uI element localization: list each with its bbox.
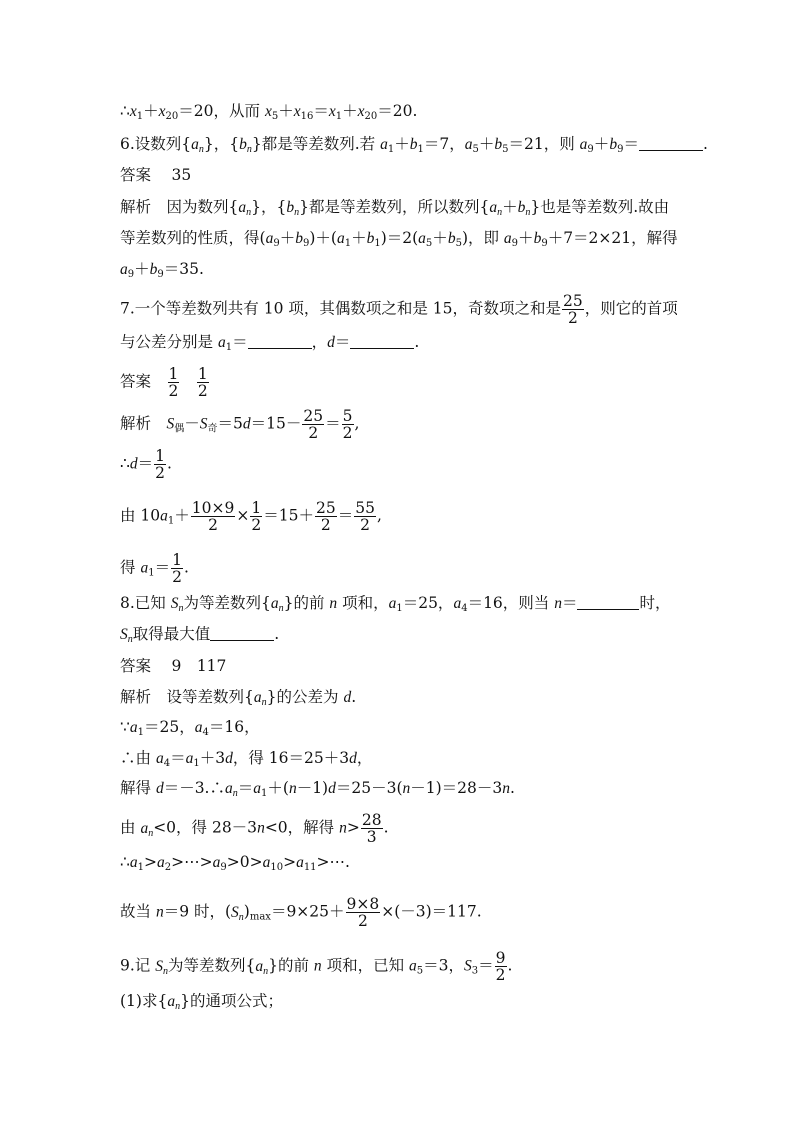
answer-value: 9 117 (171, 657, 227, 675)
solution-8-line-2: $\because a_1=25$，$a_4=16$， (120, 718, 260, 738)
question-8-line-1: 8.已知 $S_n$为等差数列$\{a_n\}$的前 n 项和，$a_1=25$，$a_4=16$，则当 n＝ 时， (120, 594, 671, 614)
answer-8 (120, 656, 226, 676)
solution-8-line-6: $\therefore a_1>a_2>\cdots>a_9>0>a_{10}>a_{11}>\cdots$. (120, 853, 350, 873)
solution-7-line-1: 解析 $S_偶-S_奇=5d=15-$ $\frac{25}{2}$ ＝ $\frac{5}{2}$ , (120, 407, 360, 442)
answer-6 (120, 165, 191, 185)
solution-8-line-3: ∴由 $a_4=a_1+3d$，得 16＝25＋3d， (120, 749, 373, 769)
solution-8-line-4: 解得 $d=-3.\therefore a_n=a_1+(n-1)d=25-3(n-1)=28-3n$. (120, 779, 515, 799)
line-prev-conclusion: $\therefore x_1+x_{20}=20$，从而 $x_5+x_{16}=x_1+x_{20}=20$. (120, 102, 418, 122)
fraction: $\frac{25}{2}$ (563, 292, 583, 327)
question-9-line-1: 9.记 $S_n$为等差数列$\{a_n\}$的前 n 项和，已知 $a_5=3$，$S_3=$ $\frac{9}{2}$ . (120, 949, 513, 984)
answer-blank[interactable] (248, 334, 312, 349)
answer-blank[interactable] (350, 334, 414, 349)
solution-label: 解析 (120, 414, 152, 433)
solution-8-line-1: 解析 设等差数列$\{a_n\}$的公差为 d. (120, 688, 357, 708)
answer-blank[interactable] (577, 595, 639, 610)
solution-7-line-4: 得 $a_1=$ $\frac{1}{2}$ . (120, 551, 189, 586)
question-7-line-1: 7.一个等差数列共有 10 项，其偶数项之和是 15，奇数项之和是 $\frac{25}{2}$ ，则它的首项 (120, 292, 678, 327)
question-7-line-2: 与公差分别是 $a_1=$ ，d＝ . (120, 333, 420, 353)
answer-blank[interactable] (639, 136, 703, 151)
answer-label: 答案 (120, 657, 152, 675)
answer-label: 答案 (120, 372, 152, 391)
question-8-line-2: $S_n$取得最大值 . (120, 625, 280, 645)
solution-label: 解析 (120, 198, 152, 216)
solution-6-line-2: 等差数列的性质，得$(a_9+b_9)+(a_1+b_1)=2(a_5+b_5)$，即 $a_9+b_9+7=2\times 21$，解得 (120, 229, 678, 249)
question-6: 6.设数列$\{a_n\}$，$\{b_n\}$都是等差数列.若 $a_1+b_1=7$，$a_5+b_5=21$，则 $a_9+b_9=$ . (120, 135, 708, 155)
solution-label: 解析 (120, 688, 152, 706)
solution-7-line-2: ∴d＝ $\frac{1}{2}$ . (120, 447, 172, 482)
answer-7: 答案 $\frac{1}{2}$ $\frac{1}{2}$ (120, 365, 208, 400)
answer-label: 答案 (120, 166, 152, 184)
solution-8-line-5: 由 $a_n<0$，得 28－3n<0，解得 n> $\frac{28}{3}$ . (120, 811, 389, 846)
solution-6-line-1: 解析 因为数列$\{a_n\}$，$\{b_n\}$都是等差数列，所以数列$\{a_n+b_n\}$也是等差数列.故由 (120, 198, 670, 218)
solution-6-line-3: $a_9+b_9=35$. (120, 260, 204, 280)
solution-7-line-3: 由 $10a_1+$ $\frac{10\times 9}{2}$ × $\frac{1}{2}$ ＝15＋ $\frac{25}{2}$ ＝ $\frac{55}{2}$ , (120, 499, 382, 534)
solution-8-line-7: 故当 n＝9 时，$(S_n)_{max}=9\times 25+$ $\frac{9\times 8}{2}$ ×(－3)＝117. (120, 895, 482, 930)
answer-blank[interactable] (210, 626, 274, 641)
answer-value: 35 (171, 166, 192, 184)
question-9-line-2: (1)求$\{a_n\}$的通项公式； (120, 992, 283, 1012)
